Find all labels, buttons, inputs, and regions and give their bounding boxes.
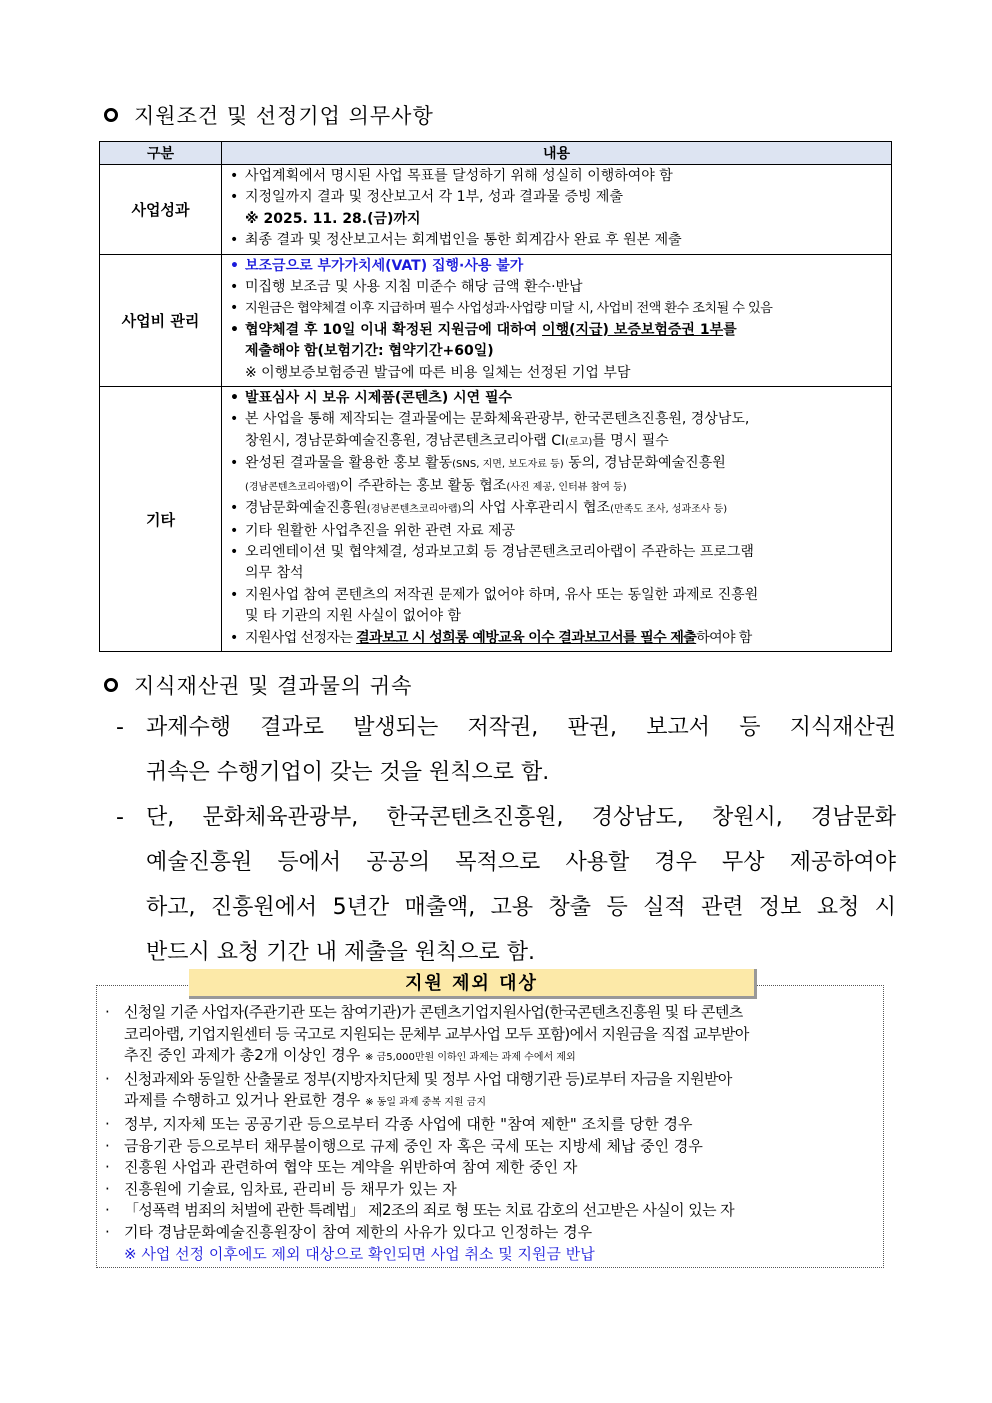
table-row-other <box>100 387 892 652</box>
list-item: • 최종 결과 및 정산보고서는 회계법인을 통한 회계감사 완료 후 원본 제출 <box>230 232 682 249</box>
ip-rights-paragraphs <box>116 705 896 975</box>
section-title-text: 지원조건 및 선정기업 의무사항 <box>134 104 434 128</box>
table-row-performance <box>100 165 892 255</box>
list-item-continuation: (경남콘텐츠코리아랩)이 주관하는 홍보 활동 협조(사진 제공, 인터뷰 참여 등) <box>245 477 627 494</box>
list-item: • 완성된 결과물을 활용한 홍보 활동(SNS, 지면, 보도자료 등) 동의, 경남문화예술진흥원 <box>230 455 726 472</box>
list-item: • 협약체결 후 10일 이내 확정된 지원금에 대하여 이행(지급) 보증보험증권 1부를 <box>230 321 737 338</box>
list-item: · 기타 경남문화예술진흥원장이 참여 제한의 사유가 있다고 인정하는 경우 <box>105 1222 593 1241</box>
list-item: · 신청과제와 동일한 산출물로 정부(지방자치단체 및 정부 사업 대행기관 등)로부터 자금을 지원받아 <box>105 1069 732 1088</box>
list-item-continuation: 과제를 수행하고 있거나 완료한 경우 ※ 동일 과제 중복 지원 금지 <box>124 1091 487 1110</box>
list-item: • 오리엔테이션 및 협약체결, 성과보고회 등 경남콘텐츠코리아랩이 주관하는 프로그램 <box>230 543 754 560</box>
list-item: • 지정일까지 결과 및 정산보고서 각 1부, 성과 결과물 증빙 제출 <box>230 189 623 206</box>
header-content: 내용 <box>222 142 892 165</box>
paragraph-line: 반드시 요청 기간 내 제출을 원칙으로 함. <box>146 940 535 965</box>
list-item: • 본 사업을 통해 제작되는 결과물에는 문화체육관광부, 한국콘텐츠진흥원, 경상남도, <box>230 411 750 428</box>
paragraph-line: 하고, 진흥원에서 5년간 매출액, 고용 창출 등 실적 관련 정보 요청 시 <box>146 895 896 920</box>
section-heading-ip-rights <box>104 670 412 700</box>
paragraph-line: 귀속은 수행기업이 갖는 것을 원칙으로 함. <box>146 760 550 785</box>
list-item: • 지원사업 선정자는 결과보고 시 성희롱 예방교육 이수 결과보고서를 필수 제출하여야 함 <box>230 629 752 646</box>
list-item: · 금융기관 등으로부터 채무불이행으로 규제 중인 자 혹은 국세 또는 지방세 체납 중인 경우 <box>105 1136 703 1155</box>
list-item-continuation: 추진 중인 과제가 총2개 이상인 경우 ※ 금5,000만원 이하인 과제는 과제 수에서 제외 <box>124 1046 576 1065</box>
category-cell: 사업성과 <box>100 165 222 255</box>
circle-bullet-icon <box>104 108 118 122</box>
deadline-note: ※ 2025. 11. 28.(금)까지 <box>245 210 421 227</box>
requirements-table <box>99 141 892 652</box>
list-item: • 기타 원활한 사업추진을 위한 관련 자료 제공 <box>230 522 516 539</box>
section-title-text: 지식재산권 및 결과물의 귀속 <box>134 674 413 698</box>
list-item-continuation: 창원시, 경남문화예술진흥원, 경남콘텐츠코리아랩 CI(로고)를 명시 필수 <box>245 432 669 449</box>
list-item: • 지원사업 참여 콘텐츠의 저작권 문제가 없어야 하며, 유사 또는 동일한 과제로 진흥원 <box>230 586 759 603</box>
header-category: 구분 <box>100 142 222 165</box>
circle-bullet-icon <box>104 678 118 692</box>
list-item: • 미집행 보조금 및 사용 지침 미준수 해당 금액 환수·반납 <box>230 279 583 296</box>
table-row-budget <box>100 254 892 386</box>
list-item: • 지원금은 협약체결 이후 지급하며 필수 사업성과·사업량 미달 시, 사업비 전액 환수 조치될 수 있음 <box>230 300 773 317</box>
list-item-continuation: 및 타 기관의 지원 사실이 없어야 함 <box>245 608 462 625</box>
paragraph-line: - 과제수행 결과로 발생되는 저작권, 판권, 보고서 등 지식재산권 <box>116 715 896 740</box>
list-item: · 진흥원 사업과 관련하여 협약 또는 계약을 위반하여 참여 제한 중인 자 <box>105 1158 578 1177</box>
list-item: • 발표심사 시 보유 시제품(콘텐츠) 시연 필수 <box>230 390 513 407</box>
list-item-continuation: 의무 참석 <box>245 565 304 582</box>
list-item: · 「성폭력 범죄의 처벌에 관한 특례법」 제2조의 죄로 형 또는 치료 감호의 선고받은 사실이 있는 자 <box>105 1201 735 1220</box>
table-header-row <box>100 142 892 165</box>
exclusion-title: 지원 제외 대상 <box>189 969 757 999</box>
content-cell <box>222 254 892 386</box>
content-cell <box>222 165 892 255</box>
category-cell: 기타 <box>100 387 222 652</box>
list-item: · 정부, 지자체 또는 공공기관 등으로부터 각종 사업에 대한 "참여 제한" 조치를 당한 경우 <box>105 1114 693 1133</box>
list-item: • 사업계획에서 명시된 사업 목표를 달성하기 위해 성실히 이행하여야 함 <box>230 168 673 184</box>
list-item: · 진흥원에 기술료, 임차료, 관리비 등 채무가 있는 자 <box>105 1179 457 1198</box>
list-item: · 신청일 기준 사업자(주관기관 또는 참여기관)가 콘텐츠기업지원사업(한국콘텐츠진흥원 및 타 콘텐츠 <box>105 1003 743 1021</box>
section-heading-support-conditions <box>104 100 434 130</box>
exclusion-list <box>105 1002 875 1265</box>
paragraph-line: - 단, 문화체육관광부, 한국콘텐츠진흥원, 경상남도, 창원시, 경남문화 <box>116 805 896 830</box>
exclusion-note: ※ 사업 선정 이후에도 제외 대상으로 확인되면 사업 취소 및 지원금 반납 <box>124 1244 595 1263</box>
list-item-continuation: 코리아랩, 기업지원센터 등 국고로 지원되는 문체부 교부사업 모두 포함)에서 지원금을 직접 교부받아 <box>124 1024 749 1043</box>
content-cell <box>222 387 892 652</box>
paragraph-line: 예술진흥원 등에서 공공의 목적으로 사용할 경우 무상 제공하여야 <box>146 850 896 875</box>
list-item-continuation: 제출해야 함(보험기간: 협약기간+60일) <box>245 343 494 360</box>
list-item: • 보조금으로 부가가치세(VAT) 집행·사용 불가 <box>230 257 524 274</box>
cost-note: ※ 이행보증보험증권 발급에 따른 비용 일체는 선정된 기업 부담 <box>245 364 631 381</box>
list-item: • 경남문화예술진흥원(경남콘텐츠코리아랩)의 사업 사후관리시 협조(만족도 조사, 성과조사 등) <box>230 500 728 517</box>
category-cell: 사업비 관리 <box>100 254 222 386</box>
